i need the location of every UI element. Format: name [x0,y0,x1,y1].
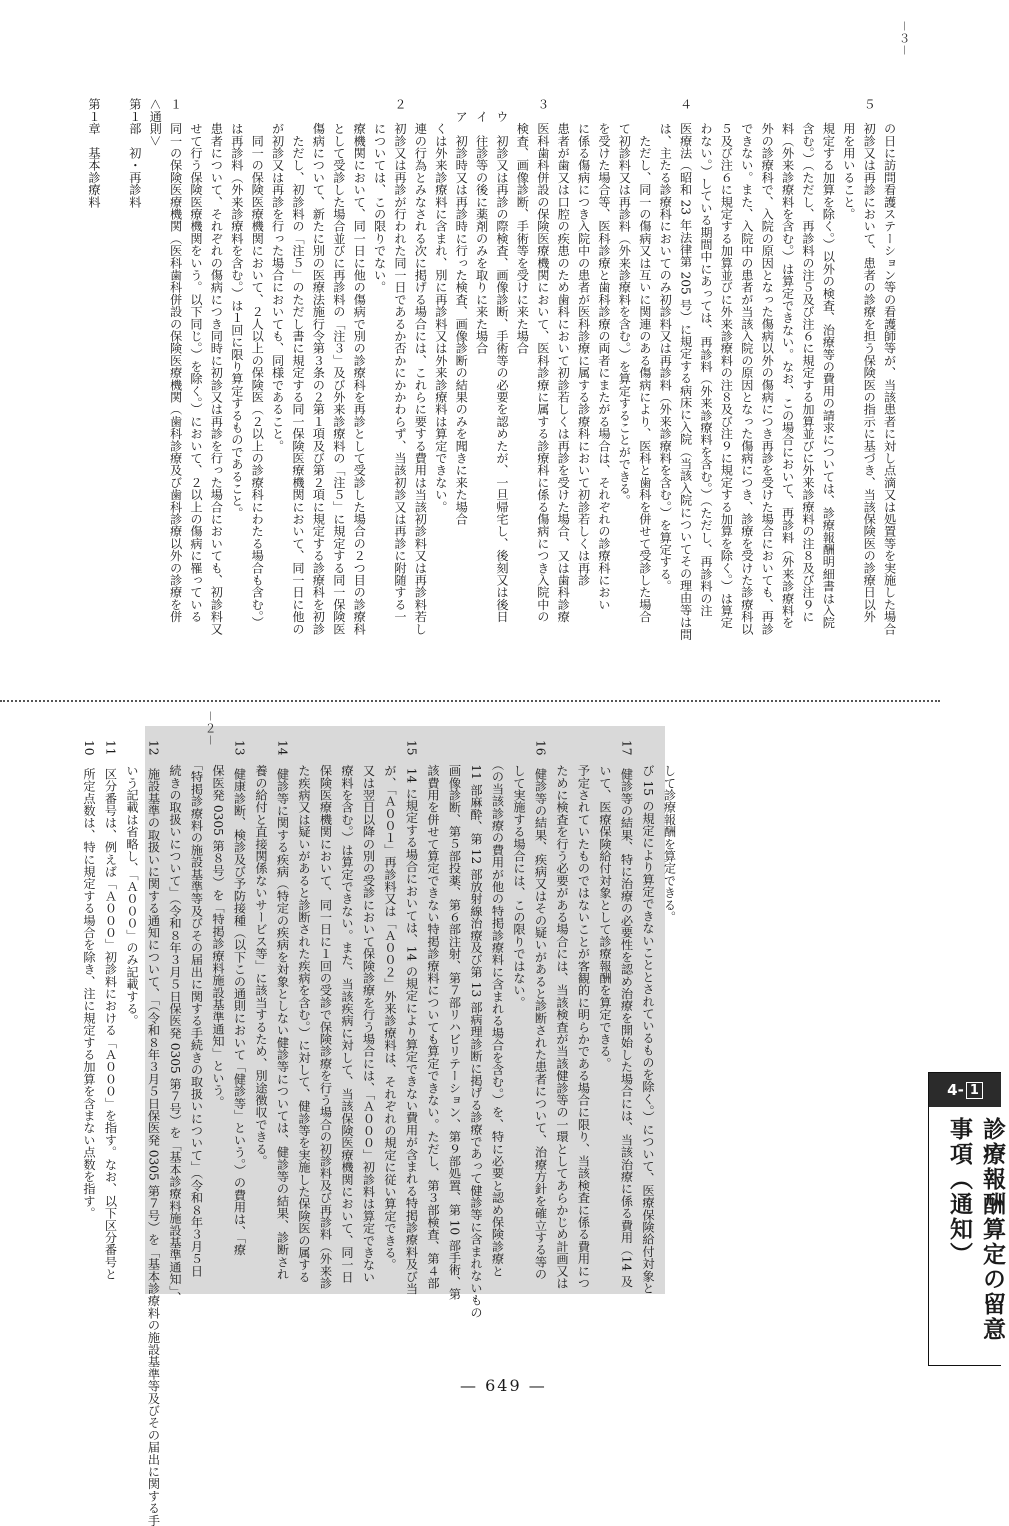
text-line: 外の診療科で、入院の原因となった傷病以外の傷病につき再診を受けた場合においても、再診 [760,98,775,635]
text-line: して診療報酬を算定できる。 [662,740,677,923]
text-line: については、この限りでない。 [372,98,387,294]
text-line: 療料を含む。）は算定できない。また、当該疾病に対して、当該保険医療機関において、同一日 [340,740,354,1283]
folio-number: — 649 — [460,1376,547,1395]
text-line: 12 施設基準の取扱いに関する通知について、「（令和８年３月５日保医発 0305 第７号）を「基本診療料の施設基準等及びその届出に関する手 [146,740,161,1526]
text-line: た疾病又は疑いがあると診断された疾病を含む。）に対して、健診等を実施した保険医の属する [297,740,311,1283]
text-line: として受診した場合並びに再診料の「注３」及び外来診療料の「注５」に規定する同一保険医 [331,98,346,635]
text-line: イ 往診等の後に薬剤のみを取りに来た場合 [474,98,489,355]
text-line: ＜通則＞ [148,98,163,147]
text-line: 傷病について、新たに別の医療法施行令第３条の２第１項及び第２項に規定する診療科を初診 [311,98,326,635]
text-line: 同一の保険医療機関において、２人以上の保険医（２以上の診療科にわたる場合も含む。） [250,98,265,629]
text-line: 画像診断、第５部投薬、第６部注射、第７部リハビリテーション、第９部処置、第 10 部手術、第 [447,740,462,1301]
text-line: 第１章 基本診療料 [87,98,101,208]
text-line: は再診料（外来診療料を含む。）は１回に限り算定するものであること。 [229,98,244,519]
text-line: わない。）している期間中にあっては、再診料（外来診療料を含む。）（ただし、再診料の注 [699,98,713,617]
text-line: くは外来診療料に含まれ、別に再診料又は外来診療料は算定できない。 [433,98,448,513]
text-line: は、主たる診療科においてのみ初診料又は再診料（外来診療料を含む。）を算定する。 [658,98,673,593]
text-line: して実施する場合には、この限りではない。 [512,740,526,1009]
text-line: ウ 初診又は再診の際検査、画像診断、手術等の必要を認めたが、一旦帰宅し、後刻又は後日 [495,98,509,623]
text-line: 含む。）（ただし、再診料の注５及び注６に規定する加算並びに外来診療料の注８及び注９に [801,98,815,623]
text-line: ただし、同一の傷病又は互いに関連のある傷病により、医科と歯科を併せて受診した場合 [637,98,652,623]
text-line: 該費用を併せて算定できない特掲診療料についても算定できない。ただし、第３部検査、第４部 [426,740,440,1289]
text-line: が初診又は再診を行った場合においても、同様であること。 [270,98,285,452]
text-line: ３ 医科歯科併設の保険医療機関において、医科診療に属する診療科に係る傷病につき入院中の [535,98,550,623]
text-line: 連の行為とみなされる次に掲げる場合には、これらに要する費用は当該初診料又は再診料若し [413,98,428,635]
text-line: 予定されていたものではないことが客観的に明らかである場合に限り、当該検査に係る費用につ [576,740,591,1289]
text-line: 第１部 初・再診料 [127,98,142,208]
text-line: 療機関において、同一日に他の傷病で別の診療科を再診として受診した場合の２つ目の診療科 [352,98,367,635]
text-line: ４ 医療法（昭和 23 年法律第 205 号）に規定する病床に入院（当該入院についてその理由等は問 [678,98,693,641]
text-line: が、「Ａ００１」再診料又は「Ａ００２」外来診療料は、それぞれの規定に従い算定できる。 [383,740,397,1271]
text-line: 用を用いること。 [841,98,856,220]
text-line: 16 健診等の結果、疾病又はその疑いがあると診断された患者について、治療方針を確立する等の [533,740,548,1281]
text-line: 続きの取扱いについて」（令和８年３月５日保医発 0305 第７号）を「基本診療料施設基準通知」、 [168,740,182,1304]
text-line: １ 同一の保険医療機関（医科歯科併設の保険医療機関（歯科診療及び歯科診療以外の診療を併 [168,98,183,623]
text-line: 保険医療機関において、同一日に１回の受診で保険診療を行う場合の初診料及び再診料（外来診 [318,740,333,1289]
page-divider [0,700,940,702]
text-line: 11 区分番号は、例えば「Ａ０００」初診料における「Ａ０００」を指す。なお、以下区分番号と [103,740,118,1281]
text-line: ただし、初診料の「注５」のただし書に規定する同一保険医療機関において、同一日に他の [291,98,305,635]
text-line: ５及び注６に規定する加算並びに外来診療料の注８及び注９に規定する加算を除く。）は算定 [719,98,734,629]
text-line: いう記載は省略し、「Ａ０００」のみ記載する。 [125,740,139,1027]
text-line: 養の給付と直接関係ないサービス等」に該当するため、別途徴収できる。 [254,740,268,1167]
text-line: に係る傷病につき入院中の患者が医科診療に属する診療科において初診若しくは再診 [576,98,591,586]
text-line: せて行う保険医療機関をいう。以下同じ。）を除く。）において、２以上の傷病に罹っている [189,98,203,623]
text-line: 10 所定点数は、特に規定する場合を除き、注に規定する加算を含まない点数を指す。 [82,740,96,1220]
text-line: 検査、画像診断、手術等を受けに来た場合 [515,98,530,355]
text-line: 患者が歯又は口腔の疾患のため歯科において初診若しくは再診を受けた場合、又は歯科診療 [556,98,571,623]
text-line: を受けた場合等、医科診療と歯科診療の両者にまたがる場合は、それぞれの診療科におい [597,98,611,611]
text-line: 15 14 に規定する場合においては、14 の規定により算定できない費用が含まれる特掲診療料及び当 [404,740,419,1295]
text-line: 13 健康診断、検診及び予防接種（以下この通則において「健診等」という。）の費用は、「療 [232,740,247,1256]
text-line: て初診料又は再診料（外来診療料を含む。）を算定することができる。 [617,98,632,507]
tab-number-prefix: 4- [947,1081,964,1099]
text-line: ２ 初診又は再診が行われた同一日であるか否かにかかわらず、当該初診又は再診に附随する一 [393,98,407,623]
text-line: 保医発 0305 第８号）を「特掲診療料施設基準通知」という。 [211,740,225,1109]
page-number-right: －３－ [897,20,911,57]
text-line: の日に訪問看護ステーション等の看護師等が、当該患者に対し点滴又は処置等を実施した場合 [882,98,897,635]
text-line: 患者について、それぞれの傷病につき同時に初診又は再診を行った場合においても、初診料又 [209,98,224,635]
text-line: 「特掲診療料の施設基準等及びその届出に関する手続きの取扱いについて」（令和８年３月５日 [189,740,204,1277]
text-line: ５ 初診又は再診において、患者の診療を担う保険医の指示に基づき、当該保険医の診療日以外 [862,98,877,623]
text-line: ア 初診時又は再診時に行った検査、画像診断の結果のみを聞きに来た場合 [454,98,469,525]
text-line: ために検査を行う必要がある場合には、当該検査が当該健診等の一環としてあらかじめ計画又は [555,740,569,1289]
section-tab [928,1072,1005,1366]
text-line: いて、医療保険給付対象として診療報酬を算定できる。 [598,740,612,1070]
text-line: 規定する加算を除く。）以外の検査、治療等の費用の請求については、診療報酬明細書は入院 [821,98,836,629]
text-line: 17 健診等の結果、特に治療の必要性を認め治療を開始した場合には、当該治療に係る費用（14 及 [619,740,634,1288]
section-tab-title: 診療報酬算定の留意事項（通知） [946,1117,1005,1342]
text-line: 料（外来診療料を含む。）は算定できない。なお、この場合において、再診料（外来診療料を [780,98,795,629]
text-line: できない。また、入院中の患者が当該入院の原因となった傷病につき、診療を受けた診療科以 [739,98,754,635]
page-number-left: －２－ [203,710,217,747]
text-line: 又は翌日以降の別の受診において保険診療を行う場合には、「Ａ０００」初診料は算定できない [361,740,376,1283]
section-tab-number [929,1073,1001,1107]
tab-number-boxed: 1 [966,1082,983,1099]
text-line: 14 健診等に関する疾病（特定の疾病を対象としない健診等については、健診等の結果、診断され [275,740,290,1281]
text-line: 11 部麻酔、第 12 部放射線治療及び第 13 部病理診断に掲げる診療であって健診等に含まれないもの [469,740,483,1319]
text-line: （の当該診療の費用が他の特掲診療料に含まれる場合を含む。）を、特に必要と認め保険診療と [490,740,505,1277]
text-line: び 15 の規定により算定できないこととされているものを除く。）について、医療保険給付対象と [641,740,655,1294]
